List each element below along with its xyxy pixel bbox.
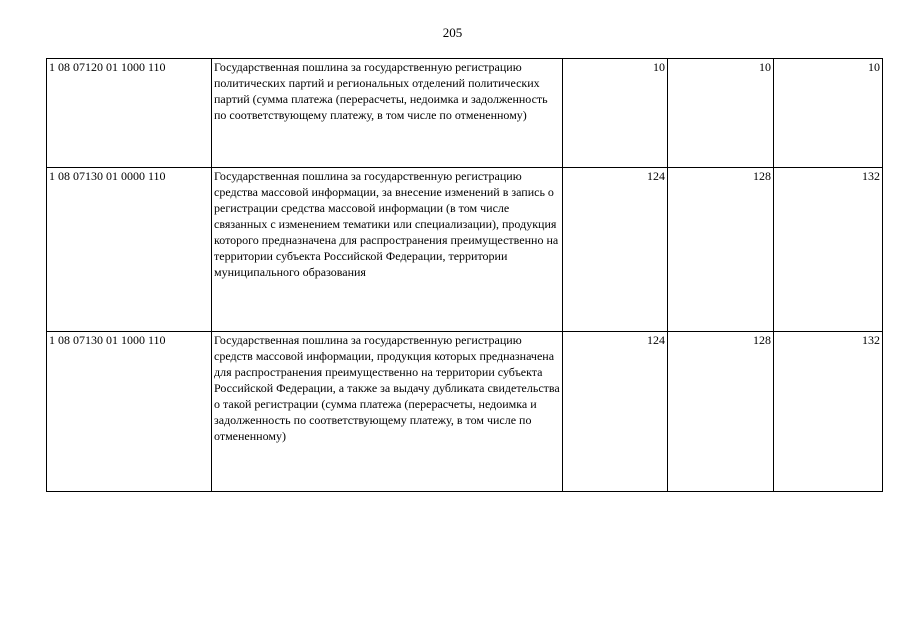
revenue-name: Государственная пошлина за государственную регистрацию средств массовой информации, продукция которых предназначена для распространения преимущественно на территории субъекта Российской Федерации, а также за выдачу дубликата свидетельства о такой регистрации (сумма платежа (перерасчеты, недоимка и задолженность по соответствующему платежу, в том числе по отмененному)	[214, 333, 560, 443]
value-year-2: 128	[668, 168, 774, 332]
revenue-code: 1 08 07120 01 1000 110	[49, 60, 166, 74]
revenue-name: Государственная пошлина за государственную регистрацию политических партий и региональных отделений политических партий (сумма платежа (перерасчеты, недоимка и задолженность по соответствующему платежу, в том числе по отмененному)	[214, 60, 548, 122]
table-row	[47, 168, 883, 332]
budget-revenue-table	[46, 58, 883, 492]
value-year-2: 128	[668, 332, 774, 492]
table-row	[47, 59, 883, 168]
revenue-code-cell	[47, 168, 212, 332]
page-number: 205	[442, 25, 463, 40]
value-year-3: 10	[774, 59, 883, 168]
value-year-3: 132	[774, 332, 883, 492]
table-row	[47, 332, 883, 492]
revenue-name-cell	[212, 168, 563, 332]
revenue-code-cell	[47, 59, 212, 168]
revenue-name-cell	[212, 59, 563, 168]
value-year-1: 124	[563, 168, 668, 332]
revenue-code: 1 08 07130 01 1000 110	[49, 333, 166, 347]
value-year-1: 124	[563, 332, 668, 492]
revenue-code: 1 08 07130 01 0000 110	[49, 169, 166, 183]
revenue-name: Государственная пошлина за государственную регистрацию средства массовой информации, за внесение изменений в запись о регистрации средства массовой информации (в том числе связанных с изменением тематики или специализации), продукция которого предназначена для распространения преимущественно на территории субъекта Российской Федерации, территории муниципального образования	[214, 169, 559, 279]
value-year-2: 10	[668, 59, 774, 168]
value-year-1: 10	[563, 59, 668, 168]
revenue-code-cell	[47, 332, 212, 492]
revenue-name-cell	[212, 332, 563, 492]
value-year-3: 132	[774, 168, 883, 332]
